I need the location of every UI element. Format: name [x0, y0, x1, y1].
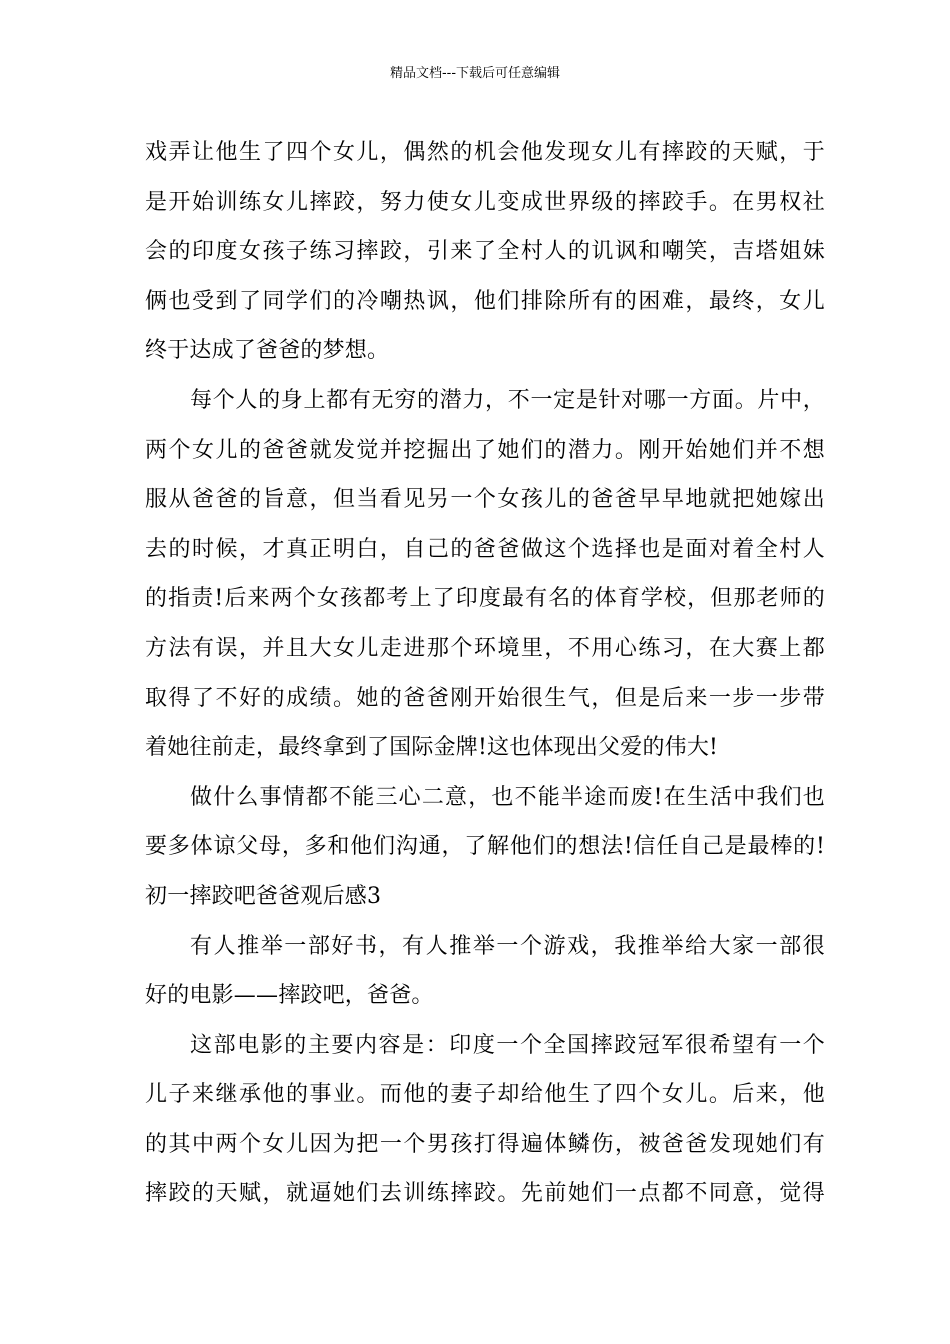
text-line: 摔跤的天赋，就逼她们去训练摔跤。先前她们一点都不同意，觉得: [145, 1181, 825, 1207]
text-line: 去的时候，才真正明白，自己的爸爸做这个选择也是面对着全村人: [145, 536, 825, 562]
text-line: 俩也受到了同学们的冷嘲热讽，他们排除所有的困难，最终，女儿: [145, 288, 825, 314]
text-line: 两个女儿的爸爸就发觉并挖掘出了她们的潜力。刚开始她们并不想: [145, 437, 825, 463]
text-line: 的指责!后来两个女孩都考上了印度最有名的体育学校，但那老师的: [145, 586, 825, 612]
text-line: 要多体谅父母，多和他们沟通，了解他们的想法!信任自己是最棒的!: [145, 834, 825, 860]
text-line: 儿子来继承他的事业。而他的妻子却给他生了四个女儿。后来，他: [145, 1082, 825, 1108]
text-line: 好的电影——摔跤吧，爸爸。: [145, 983, 434, 1009]
text-line: 服从爸爸的旨意，但当看见另一个女孩儿的爸爸早早地就把她嫁出: [145, 487, 825, 513]
text-line: 会的印度女孩子练习摔跤，引来了全村人的讥讽和嘲笑，吉塔姐妹: [145, 239, 825, 265]
section-heading: 初一摔跤吧爸爸观后感3: [145, 883, 382, 909]
text-line: 着她往前走，最终拿到了国际金牌!这也体现出父爱的伟大!: [145, 735, 719, 761]
text-line: 做什么事情都不能三心二意，也不能半途而废!在生活中我们也: [190, 784, 825, 810]
text-line: 终于达成了爸爸的梦想。: [145, 338, 390, 364]
text-line: 有人推举一部好书，有人推举一个游戏，我推举给大家一部很: [190, 933, 825, 959]
document-body: [145, 128, 825, 1219]
page-header: 精品文档---下载后可任意编辑: [389, 66, 561, 81]
text-line: 每个人的身上都有无穷的潜力，不一定是针对哪一方面。片中，: [190, 387, 825, 413]
text-line: 方法有误，并且大女儿走进那个环境里，不用心练习，在大赛上都: [145, 635, 825, 661]
text-line: 戏弄让他生了四个女儿，偶然的机会他发现女儿有摔跤的天赋，于: [145, 140, 825, 165]
text-line: 的其中两个女儿因为把一个男孩打得遍体鳞伤，被爸爸发现她们有: [145, 1131, 825, 1157]
text-line: 是开始训练女儿摔跤，努力使女儿变成世界级的摔跤手。在男权社: [145, 189, 825, 215]
text-line: 这部电影的主要内容是：印度一个全国摔跤冠军很希望有一个: [190, 1032, 825, 1058]
text-line: 取得了不好的成绩。她的爸爸刚开始很生气，但是后来一步一步带: [145, 685, 825, 711]
